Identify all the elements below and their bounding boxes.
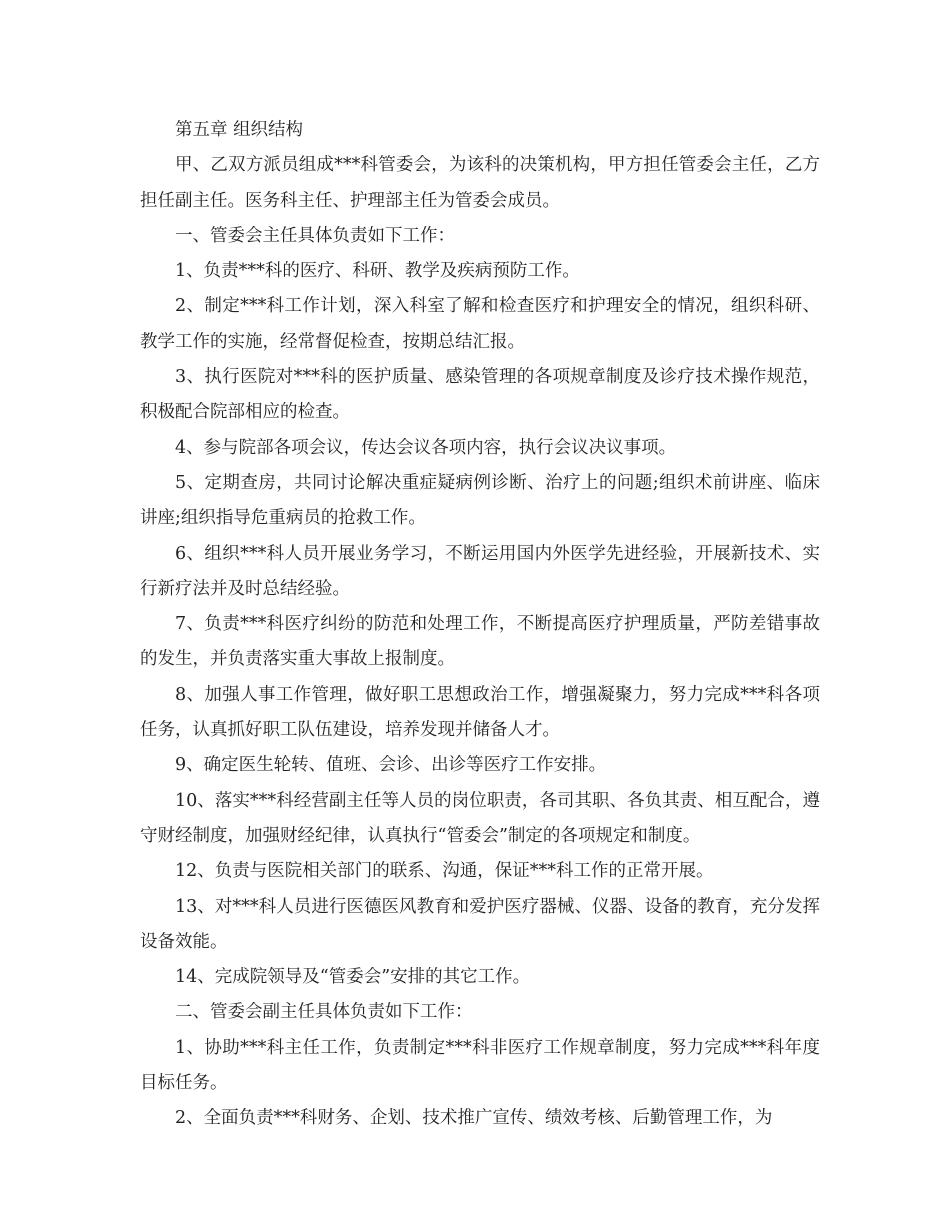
list-item: 2、制定***科工作计划，深入科室了解和检查医疗和护理安全的情况，组织科研、教学工作的实施，经常督促检查，按期总结汇报。 <box>140 296 820 352</box>
list-item: 14、完成院领导及“管委会”安排的其它工作。 <box>175 967 531 988</box>
section-heading-deputy: 二、管委会副主任具体负责如下工作： <box>175 1002 473 1023</box>
list-item: 13、对***科人员进行医德医风教育和爱护医疗器械、仪器、设备的教育，充分发挥设备效能。 <box>140 896 820 952</box>
list-item: 9、确定医生轮转、值班、会诊、出诊等医疗工作安排。 <box>175 755 607 776</box>
list-item: 4、参与院部各项会议，传达会议各项内容，执行会议决议事项。 <box>175 437 677 458</box>
document-body <box>140 113 820 1137</box>
section-heading-director: 一、管委会主任具体负责如下工作： <box>175 225 455 246</box>
list-item: 5、定期查房，共同讨论解决重症疑病例诊断、治疗上的问题;组织术前讲座、临床讲座;组织指导危重病员的抢救工作。 <box>140 472 820 529</box>
list-item: 8、加强人事工作管理，做好职工思想政治工作，增强凝聚力，努力完成***科各项任务，认真抓好职工队伍建设，培养发现并储备人才。 <box>140 684 820 741</box>
chapter-heading: 第五章 组织结构 <box>175 120 304 140</box>
list-item: 12、负责与医院相关部门的联系、沟通，保证***科工作的正常开展。 <box>175 861 714 882</box>
list-item: 1、协助***科主任工作，负责制定***科非医疗工作规章制度，努力完成***科年度目标任务。 <box>140 1037 820 1094</box>
list-item: 7、负责***科医疗纠纷的防范和处理工作，不断提高医疗护理质量，严防差错事故的发生，并负责落实重大事故上报制度。 <box>140 614 820 670</box>
list-item: 6、组织***科人员开展业务学习，不断运用国内外医学先进经验，开展新技术、实行新疗法并及时总结经验。 <box>140 543 820 599</box>
list-item: 10、落实***科经营副主任等人员的岗位职责，各司其职、各负其责、相互配合，遵守财经制度，加强财经纪律，认真执行“管委会”制定的各项规定和制度。 <box>140 790 820 846</box>
list-item: 2、全面负责***科财务、企划、技术推广宣传、绩效考核、后勤管理工作，为 <box>175 1108 773 1129</box>
list-item: 3、执行医院对***科的医护质量、感染管理的各项规章制度及诊疗技术操作规范，积极配合院部相应的检查。 <box>140 367 820 423</box>
paragraph-intro: 甲、乙双方派员组成***科管委会，为该科的决策机构，甲方担任管委会主任，乙方担任副主任。医务科主任、护理部主任为管委会成员。 <box>140 155 820 211</box>
list-item: 1、负责***科的医疗、科研、教学及疾病预防工作。 <box>175 261 580 282</box>
